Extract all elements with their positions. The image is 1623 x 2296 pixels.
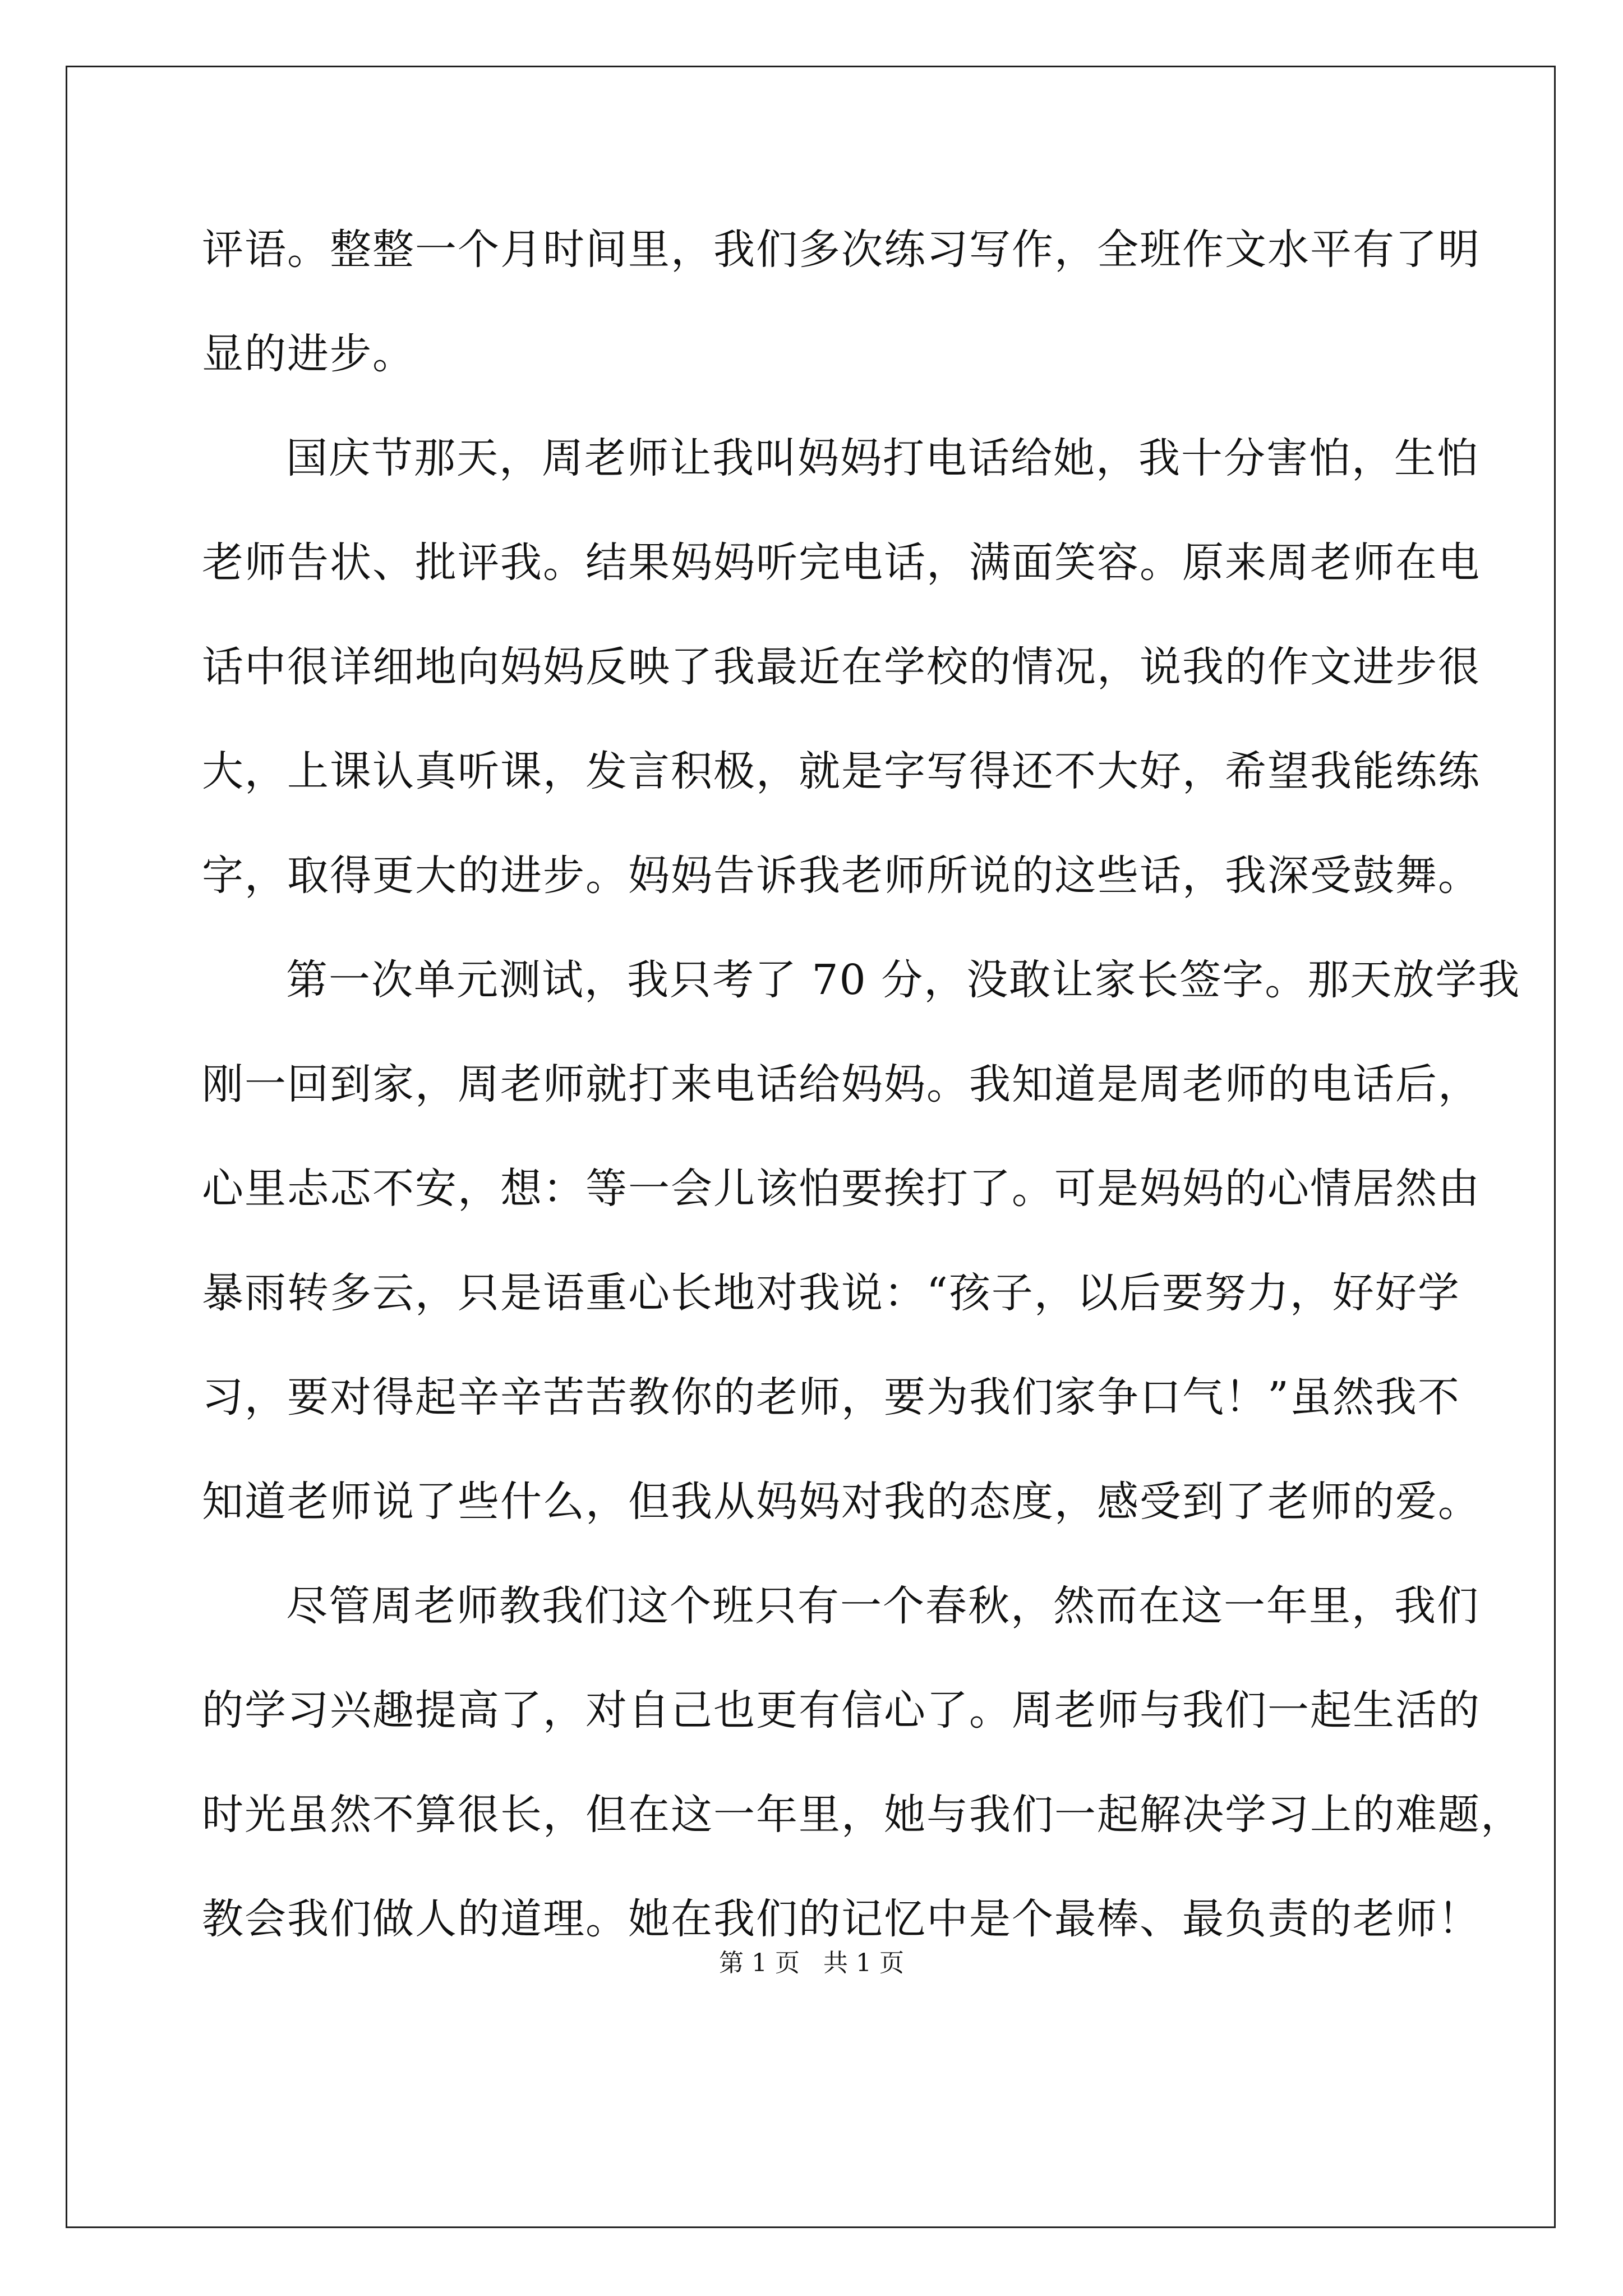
text-line: 显的进步。 [202, 330, 415, 378]
text-line: 第一次单元测试，我只考了 70 分，没敢让家长签字。那天放学我 [286, 956, 1521, 1004]
text-line: 暴雨转多云，只是语重心长地对我说：“孩子，以后要努力，好好学 [202, 1269, 1460, 1317]
text-line: 教会我们做人的道理。她在我们的记忆中是个最棒、最负责的老师！ [202, 1895, 1481, 1943]
text-line: 的学习兴趣提高了，对自己也更有信心了。周老师与我们一起生活的 [202, 1686, 1481, 1734]
text-line: 话中很详细地向妈妈反映了我最近在学校的情况，说我的作文进步很 [202, 643, 1481, 691]
page-number: 第 1 页 [719, 1949, 800, 1977]
page-count: 共 1 页 [823, 1949, 904, 1977]
text-line: 心里忐忑不安，想：等一会儿该怕要挨打了。可是妈妈的心情居然由 [202, 1165, 1481, 1213]
text-line: 字，取得更大的进步。妈妈告诉我老师所说的这些话，我深受鼓舞。 [202, 852, 1481, 900]
text-line: 知道老师说了些什么，但我从妈妈对我的态度，感受到了老师的爱。 [202, 1478, 1481, 1526]
text-line: 刚一回到家，周老师就打来电话给妈妈。我知道是周老师的电话后， [202, 1060, 1481, 1108]
text-line: 评语。整整一个月时间里，我们多次练习写作，全班作文水平有了明 [202, 226, 1481, 274]
text-line: 时光虽然不算很长，但在这一年里，她与我们一起解决学习上的难题， [202, 1791, 1523, 1839]
text-line: 习，要对得起辛辛苦苦教你的老师，要为我们家争口气！”虽然我不 [202, 1373, 1460, 1421]
document-body [202, 197, 1523, 1971]
text-line: 老师告状、批评我。结果妈妈听完电话，满面笑容。原来周老师在电 [202, 539, 1481, 587]
text-line: 国庆节那天，周老师让我叫妈妈打电话给她，我十分害怕，生怕 [286, 434, 1479, 482]
text-line: 大，上课认真听课，发言积极，就是字写得还不大好，希望我能练练 [202, 747, 1481, 795]
text-line: 尽管周老师教我们这个班只有一个春秋，然而在这一年里，我们 [286, 1582, 1479, 1630]
page-footer [0, 1947, 1623, 1980]
